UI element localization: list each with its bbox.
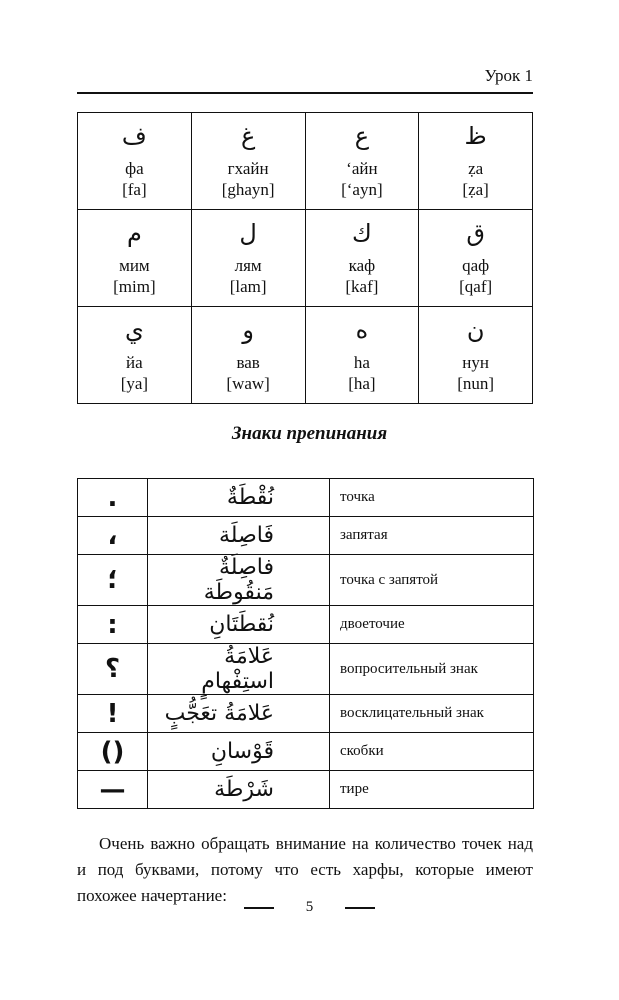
letter-name: фа	[125, 159, 144, 178]
arabic-letter: ك	[351, 219, 372, 247]
table-row	[78, 606, 534, 644]
letter-transliteration: [ghayn]	[221, 180, 275, 199]
letter-transliteration: [qaf]	[459, 277, 493, 296]
punctuation-symbol: ؛	[78, 555, 148, 606]
letter-cell	[419, 113, 533, 210]
arabic-letter: ظ	[464, 122, 487, 150]
punctuation-symbol: ()	[78, 733, 148, 771]
table-row	[78, 733, 534, 771]
punctuation-symbol: :	[78, 606, 148, 644]
letter-name: нун	[462, 353, 489, 372]
letter-name: каф	[348, 256, 376, 275]
page-number: 5	[305, 899, 314, 915]
arabic-term: قَوْسانِ	[148, 733, 330, 771]
table-row	[78, 695, 534, 733]
page-header	[77, 66, 533, 94]
letter-cell	[78, 210, 192, 307]
letter-transliteration: [fa]	[122, 180, 147, 199]
russian-meaning: запятая	[330, 517, 534, 555]
punctuation-table	[77, 478, 534, 809]
letter-cell	[78, 307, 192, 404]
punctuation-symbol: ؟	[78, 644, 148, 695]
russian-meaning: восклицательный знак	[330, 695, 534, 733]
arabic-letter: ن	[466, 316, 485, 344]
table-row	[78, 771, 534, 809]
arabic-term: عَلامَةُ تعَجُّبٍ	[148, 695, 330, 733]
punctuation-symbol: .	[78, 479, 148, 517]
arabic-letter: م	[126, 219, 142, 247]
arabic-term: فَاصِلَة	[148, 517, 330, 555]
letter-cell	[191, 113, 305, 210]
arabic-letter: ي	[124, 316, 144, 344]
letter-transliteration: [waw]	[226, 374, 270, 393]
russian-meaning: точка	[330, 479, 534, 517]
arabic-term: نُقطَتَانِ	[148, 606, 330, 644]
table-row	[78, 517, 534, 555]
punctuation-symbol: ،	[78, 517, 148, 555]
letter-cell	[419, 307, 533, 404]
body-paragraph: Очень важно обращать внимание на количество точек над и под буквами, потому что есть харфы, которые имеют похожее начертание:	[77, 834, 533, 905]
letter-name: лям	[234, 256, 262, 275]
footer-rule-left	[244, 907, 274, 909]
page-footer	[0, 899, 619, 916]
letter-name: йа	[126, 353, 143, 372]
alphabet-row	[78, 113, 533, 210]
letter-name: вав	[236, 353, 260, 372]
letter-cell	[191, 210, 305, 307]
russian-meaning: скобки	[330, 733, 534, 771]
letter-name: qаф	[462, 256, 490, 275]
punctuation-symbol: !	[78, 695, 148, 733]
letter-transliteration: [lam]	[229, 277, 267, 296]
russian-meaning: двоеточие	[330, 606, 534, 644]
alphabet-row	[78, 307, 533, 404]
letter-transliteration: [ẓa]	[462, 180, 489, 199]
letter-transliteration: [nun]	[457, 374, 495, 393]
punctuation-symbol: —	[78, 771, 148, 809]
letter-name: ẓa	[468, 159, 484, 178]
arabic-letter: ف	[121, 122, 147, 150]
letter-name: ha	[353, 353, 370, 372]
russian-meaning: вопросительный знак	[330, 644, 534, 695]
letter-cell	[191, 307, 305, 404]
section-heading: Знаки препинания	[231, 423, 388, 444]
letter-transliteration: [ya]	[120, 374, 149, 393]
arabic-term: عَلامَةُ استِفْهامٍ	[148, 644, 330, 695]
letter-name: мим	[119, 256, 150, 275]
letter-transliteration: [‘ayn]	[341, 180, 383, 199]
arabic-term: فاصِلَةٌ مَنقُوطَة	[148, 555, 330, 606]
letter-transliteration: [mim]	[113, 277, 156, 296]
alphabet-row	[78, 210, 533, 307]
letter-name: ‘айн	[346, 159, 378, 178]
letter-transliteration: [kaf]	[345, 277, 379, 296]
russian-meaning: точка с запятой	[330, 555, 534, 606]
letter-cell	[419, 210, 533, 307]
table-row	[78, 479, 534, 517]
letter-cell	[305, 307, 419, 404]
arabic-term: نُقْطَةٌ	[148, 479, 330, 517]
letter-transliteration: [ha]	[348, 374, 376, 393]
arabic-letter: ه	[355, 316, 369, 344]
letter-cell	[305, 210, 419, 307]
letter-name: гхайн	[227, 159, 269, 178]
footer-rule-right	[345, 907, 375, 909]
arabic-letter: ق	[466, 219, 485, 247]
alphabet-table	[77, 112, 533, 404]
arabic-letter: غ	[240, 122, 256, 150]
arabic-letter: ل	[239, 219, 257, 247]
letter-cell	[78, 113, 192, 210]
arabic-letter: ع	[354, 122, 370, 150]
russian-meaning: тире	[330, 771, 534, 809]
arabic-letter: و	[242, 316, 254, 344]
arabic-term: شَرْطَة	[148, 771, 330, 809]
lesson-title: Урок 1	[484, 66, 533, 85]
table-row	[78, 644, 534, 695]
letter-cell	[305, 113, 419, 210]
table-row	[78, 555, 534, 606]
